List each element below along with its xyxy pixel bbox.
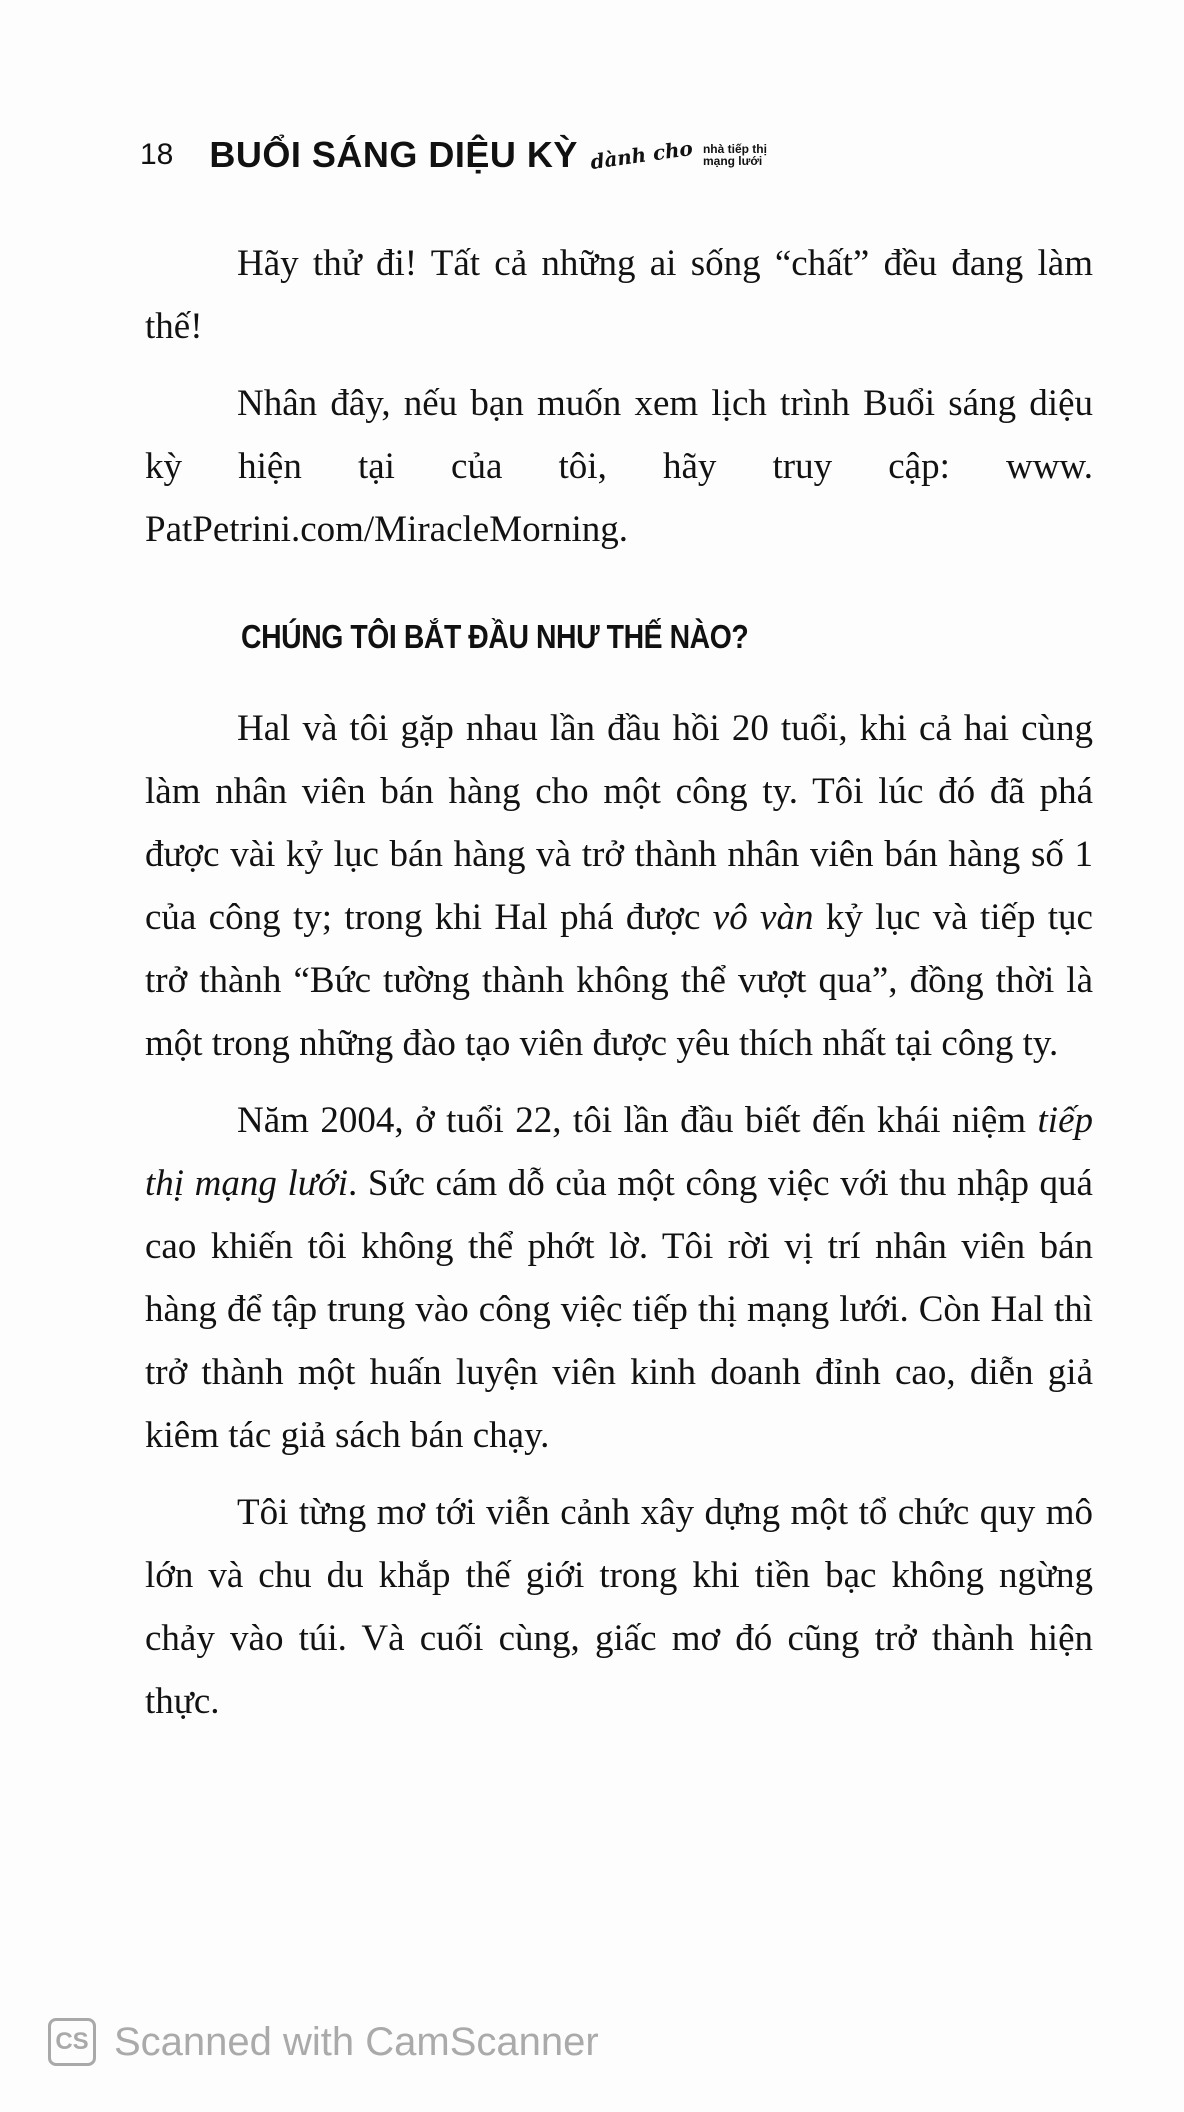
paragraph-1: Hãy thử đi! Tất cả những ai sống “chất” đều đang làm thế! [145,243,1093,347]
subtitle-line-1: nhà tiếp thị [702,142,767,156]
paragraph-4-emphasis: tiếp thị mạng lưới [145,1100,1093,1204]
section-heading: CHÚNG TÔI BẮT ĐẦU NHƯ THẾ NÀO? [241,618,749,655]
camscanner-watermark [48,2018,599,2066]
book-title: BUỔI SÁNG DIỆU KỲ [209,134,578,175]
subtitle-line-2: mạng lưới [702,154,763,168]
page-header [140,130,767,180]
paragraph-2: Nhân đây, nếu bạn muốn xem lịch trình Buổi sáng diệu kỳ hiện tại của tôi, hãy truy cập: www. PatPetrini.com/MiracleMorning. [145,383,1093,550]
book-title-script: dành cho [588,135,695,175]
watermark-text: Scanned with CamScanner [114,2019,599,2064]
camscanner-logo-icon: CS [48,2018,96,2066]
page-body [145,232,1093,1733]
paragraph-3-text-a: Hal và tôi gặp nhau lần đầu hồi 20 tuổi, khi cả hai cùng làm nhân viên bán hàng cho một công ty. Tôi lúc đó đã phá được vài kỷ lục bán hàng và trở thành nhân viên bán hàng số 1 của công ty; trong khi Hal phá được [145,708,1093,938]
paragraph-4-text-a: Năm 2004, ở tuổi 22, tôi lần đầu biết đến khái niệm [237,1100,1038,1141]
paragraph-4-text-b: . Sức cám dỗ của một công việc với thu nhập quá cao khiến tôi không thể phớt lờ. Tôi rời vị trí nhân viên bán hàng để tập trung vào công việc tiếp thị mạng lưới. Còn Hal thì trở thành một huấn luyện viên kinh doanh đỉnh cao, diễn giả kiêm tác giả sách bán chạy. [145,1163,1093,1456]
paragraph-3-text-b: kỷ lục và tiếp tục trở thành “Bức tường thành không thể vượt qua”, đồng thời là một trong những đào tạo viên được yêu thích nhất tại công ty. [145,897,1093,1064]
paragraph-4 [145,1089,1093,1467]
paragraph-5: Tôi từng mơ tới viễn cảnh xây dựng một tổ chức quy mô lớn và chu du khắp thế giới trong khi tiền bạc không ngừng chảy vào túi. Và cuối cùng, giấc mơ đó cũng trở thành hiện thực. [145,1492,1093,1722]
paragraph-3 [145,697,1093,1075]
book-title-subtitle [703,143,767,167]
paragraph-3-emphasis: vô vàn [712,897,814,938]
page-number: 18 [140,138,174,171]
